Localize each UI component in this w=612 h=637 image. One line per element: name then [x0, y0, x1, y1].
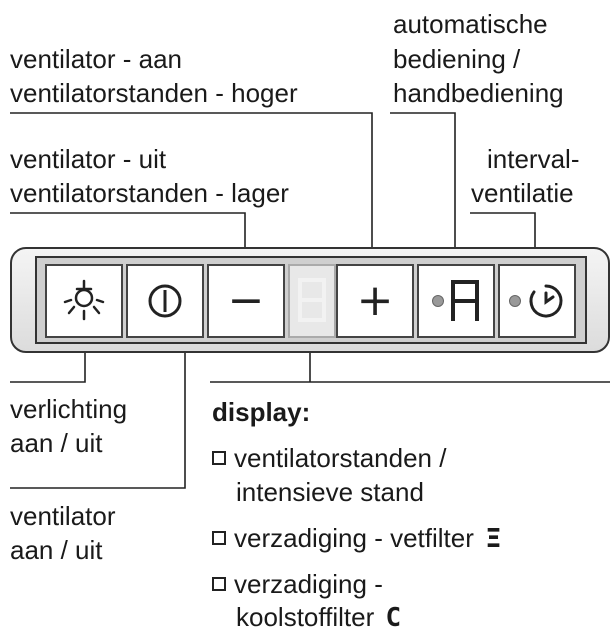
- lamp-icon: [60, 277, 108, 325]
- interval-indicator-led: [509, 295, 521, 307]
- label-light-1: verlichting: [10, 394, 128, 424]
- label-light-2: aan / uit: [10, 428, 103, 458]
- display-item-grease: verzadiging - vetfilter Ξ: [212, 522, 502, 555]
- display-item-carbon: verzadiging -: [212, 568, 383, 600]
- checkbox-icon: [212, 531, 226, 545]
- display-title: display:: [212, 397, 311, 427]
- checkbox-icon: [212, 577, 226, 591]
- display-item-carbon-2: koolstoffilter C: [236, 602, 402, 633]
- label-interval-2: ventilatie: [471, 178, 574, 208]
- timer-icon: [527, 282, 565, 320]
- display-item-speeds: ventilatorstanden /: [212, 442, 446, 474]
- checkbox-icon: [212, 451, 226, 465]
- minus-icon: −: [227, 275, 265, 326]
- display-item-speeds-2: intensieve stand: [236, 477, 424, 507]
- plus-button[interactable]: [336, 264, 414, 338]
- auto-segment-icon: [450, 279, 480, 323]
- light-button[interactable]: [45, 264, 123, 338]
- label-auto-2: bediening /: [393, 44, 521, 74]
- label-speed-higher: ventilatorstanden - hoger: [10, 78, 298, 108]
- label-auto-3: handbediening: [393, 78, 564, 108]
- carbon-filter-symbol: C: [385, 603, 402, 633]
- plus-icon: +: [356, 275, 394, 326]
- minus-button[interactable]: [207, 264, 285, 338]
- auto-indicator-led: [432, 295, 444, 307]
- label-fan-on: ventilator - aan: [10, 44, 182, 74]
- leader-auto: [390, 113, 455, 264]
- label-fan-off: ventilator - uit: [10, 144, 167, 174]
- label-speed-lower: ventilatorstanden - lager: [10, 178, 289, 208]
- interval-button[interactable]: [498, 264, 576, 338]
- label-fan-1: ventilator: [10, 501, 116, 531]
- label-fan-2: aan / uit: [10, 535, 103, 565]
- speed-display: [288, 264, 336, 338]
- grease-filter-symbol: Ξ: [485, 524, 502, 554]
- auto-button[interactable]: [417, 264, 495, 338]
- power-button[interactable]: [126, 264, 204, 338]
- label-auto-1: automatische: [393, 9, 548, 39]
- digit-display: [290, 266, 334, 336]
- power-icon: [143, 279, 187, 323]
- label-interval-1: interval-: [487, 144, 580, 174]
